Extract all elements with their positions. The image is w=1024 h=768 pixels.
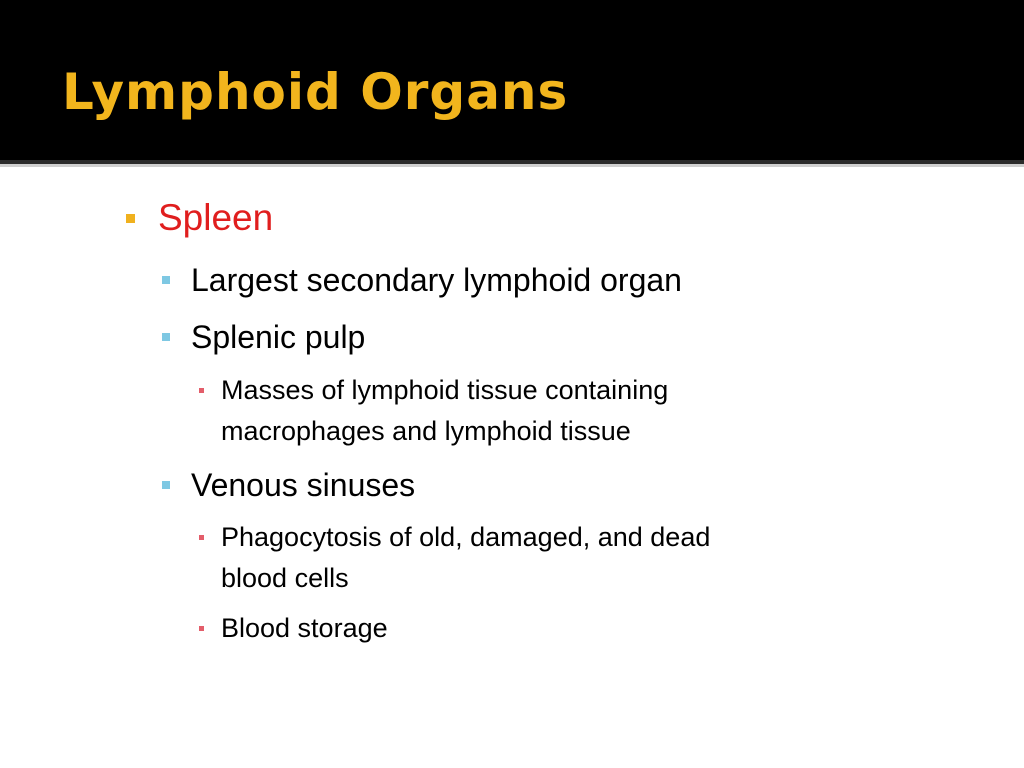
square-bullet-icon bbox=[162, 333, 170, 341]
bullet-text-line-1: Phagocytosis of old, damaged, and dead bbox=[221, 522, 711, 552]
square-bullet-icon bbox=[199, 626, 204, 631]
bullet-text-line-2: blood cells bbox=[221, 563, 349, 593]
bullet-text-line-2: macrophages and lymphoid tissue bbox=[221, 416, 631, 446]
square-bullet-icon bbox=[199, 535, 204, 540]
square-bullet-icon bbox=[162, 481, 170, 489]
bullet-text: Spleen bbox=[158, 197, 274, 238]
bullet-text: Splenic pulp bbox=[191, 319, 366, 355]
bullet-text: Blood storage bbox=[221, 613, 388, 643]
slide-title: Lymphoid Organs bbox=[62, 63, 569, 121]
bullet-text-line-1: Masses of lymphoid tissue containing bbox=[221, 375, 669, 405]
square-bullet-icon bbox=[199, 388, 204, 393]
square-bullet-icon bbox=[126, 214, 135, 223]
bullet-text: Largest secondary lymphoid organ bbox=[191, 262, 682, 298]
square-bullet-icon bbox=[162, 276, 170, 284]
bullet-text: Venous sinuses bbox=[191, 467, 416, 503]
